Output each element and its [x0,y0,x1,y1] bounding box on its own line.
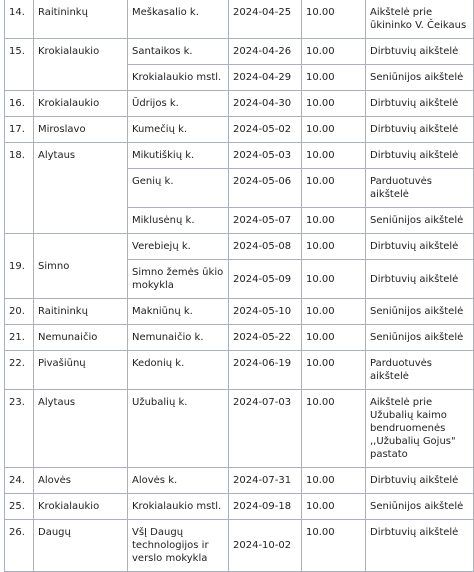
date-cell: 2024-05-10 [229,299,302,325]
time-cell: 10.00 [302,234,366,260]
location-cell: Dirbtuvių aikštelė [366,234,474,260]
eldership-cell: Miroslavo [34,117,128,143]
row-number-cell: 18. [5,143,34,234]
time-cell: 10.00 [302,0,366,39]
village-cell: Genių k. [128,169,229,208]
location-cell: Dirbtuvių aikštelė [366,39,474,65]
date-cell: 2024-05-08 [229,234,302,260]
date-cell: 2024-05-06 [229,169,302,208]
time-cell: 10.00 [302,169,366,208]
village-cell: Nemunaičio k. [128,325,229,351]
location-cell: Aikštelė prie Užubalių kaimo bendruomenės ,,Užubalių Gojus" pastato [366,390,474,468]
village-cell: Makniūnų k. [128,299,229,325]
row-number-cell: 16. [5,91,34,117]
date-cell: 2024-04-26 [229,39,302,65]
table-row [5,325,474,351]
location-cell: Seniūnijos aikštelė [366,325,474,351]
date-cell: 2024-04-25 [229,0,302,39]
time-cell: 10.00 [302,117,366,143]
row-number-cell: 14. [5,0,34,39]
location-cell: Dirbtuvių aikštelė [366,260,474,299]
table-row [5,494,474,520]
row-number-cell: 26. [5,520,34,572]
location-cell: Parduotuvės aikštelė [366,169,474,208]
village-cell: Krokialaukio mstl. [128,65,229,91]
village-cell: Kedonių k. [128,351,229,390]
location-cell: Dirbtuvių aikštelė [366,520,474,572]
eldership-cell: Pivašiūnų [34,351,128,390]
table-body [5,0,474,572]
time-cell: 10.00 [302,494,366,520]
table-row [5,143,474,169]
eldership-cell: Daugų [34,520,128,572]
table-row [5,299,474,325]
village-cell: VšĮ Daugų technologijos ir verslo mokykla [128,520,229,572]
row-number-cell: 24. [5,468,34,494]
row-number-cell: 19. [5,234,34,299]
location-cell: Seniūnijos aikštelė [366,65,474,91]
location-cell: Seniūnijos aikštelė [366,299,474,325]
collection-schedule-table [4,0,474,572]
village-cell: Simno žemės ūkio mokykla [128,260,229,299]
eldership-cell: Raitininkų [34,299,128,325]
table-row [5,234,474,260]
table-row [5,117,474,143]
row-number-cell: 23. [5,390,34,468]
location-cell: Seniūnijos aikštelė [366,494,474,520]
time-cell: 10.00 [302,143,366,169]
time-cell: 10.00 [302,520,366,572]
date-cell: 2024-04-29 [229,65,302,91]
row-number-cell: 17. [5,117,34,143]
row-number-cell: 25. [5,494,34,520]
date-cell: 2024-04-30 [229,91,302,117]
time-cell: 10.00 [302,39,366,65]
table-row [5,91,474,117]
eldership-cell: Alytaus [34,390,128,468]
table-row [5,468,474,494]
village-cell: Alovės k. [128,468,229,494]
time-cell: 10.00 [302,208,366,234]
location-cell: Dirbtuvių aikštelė [366,91,474,117]
eldership-cell: Krokialaukio [34,91,128,117]
location-cell: Dirbtuvių aikštelė [366,117,474,143]
date-cell: 2024-10-02 [229,520,302,572]
time-cell: 10.00 [302,260,366,299]
date-cell: 2024-05-07 [229,208,302,234]
eldership-cell: Alytaus [34,143,128,234]
row-number-cell: 15. [5,39,34,91]
date-cell: 2024-07-31 [229,468,302,494]
eldership-cell: Alovės [34,468,128,494]
eldership-cell: Raitininkų [34,0,128,39]
time-cell: 10.00 [302,351,366,390]
village-cell: Krokialaukio mstl. [128,494,229,520]
time-cell: 10.00 [302,65,366,91]
time-cell: 10.00 [302,91,366,117]
row-number-cell: 22. [5,351,34,390]
table-row [5,351,474,390]
table-row [5,39,474,65]
date-cell: 2024-05-03 [229,143,302,169]
eldership-cell: Nemunaičio [34,325,128,351]
eldership-cell: Krokialaukio [34,494,128,520]
village-cell: Verebiejų k. [128,234,229,260]
time-cell: 10.00 [302,299,366,325]
location-cell: Seniūnijos aikštelė [366,208,474,234]
date-cell: 2024-05-02 [229,117,302,143]
time-cell: 10.00 [302,325,366,351]
row-number-cell: 21. [5,325,34,351]
village-cell: Meškasalio k. [128,0,229,39]
date-cell: 2024-09-18 [229,494,302,520]
date-cell: 2024-05-09 [229,260,302,299]
village-cell: Ūdrijos k. [128,91,229,117]
village-cell: Užubalių k. [128,390,229,468]
location-cell: Dirbtuvių aikštelė [366,143,474,169]
table-row [5,520,474,572]
table-row [5,0,474,39]
time-cell: 10.00 [302,390,366,468]
location-cell: Aikštelė prie ūkininko V. Čeikaus [366,0,474,39]
row-number-cell: 20. [5,299,34,325]
location-cell: Dirbtuvių aikštelė [366,468,474,494]
village-cell: Santaikos k. [128,39,229,65]
time-cell: 10.00 [302,468,366,494]
village-cell: Kumečių k. [128,117,229,143]
table-row [5,390,474,468]
date-cell: 2024-06-19 [229,351,302,390]
village-cell: Miklusėnų k. [128,208,229,234]
eldership-cell: Krokialaukio [34,39,128,91]
date-cell: 2024-05-22 [229,325,302,351]
village-cell: Mikutiškių k. [128,143,229,169]
eldership-cell: Simno [34,234,128,299]
date-cell: 2024-07-03 [229,390,302,468]
location-cell: Parduotuvės aikštelė [366,351,474,390]
